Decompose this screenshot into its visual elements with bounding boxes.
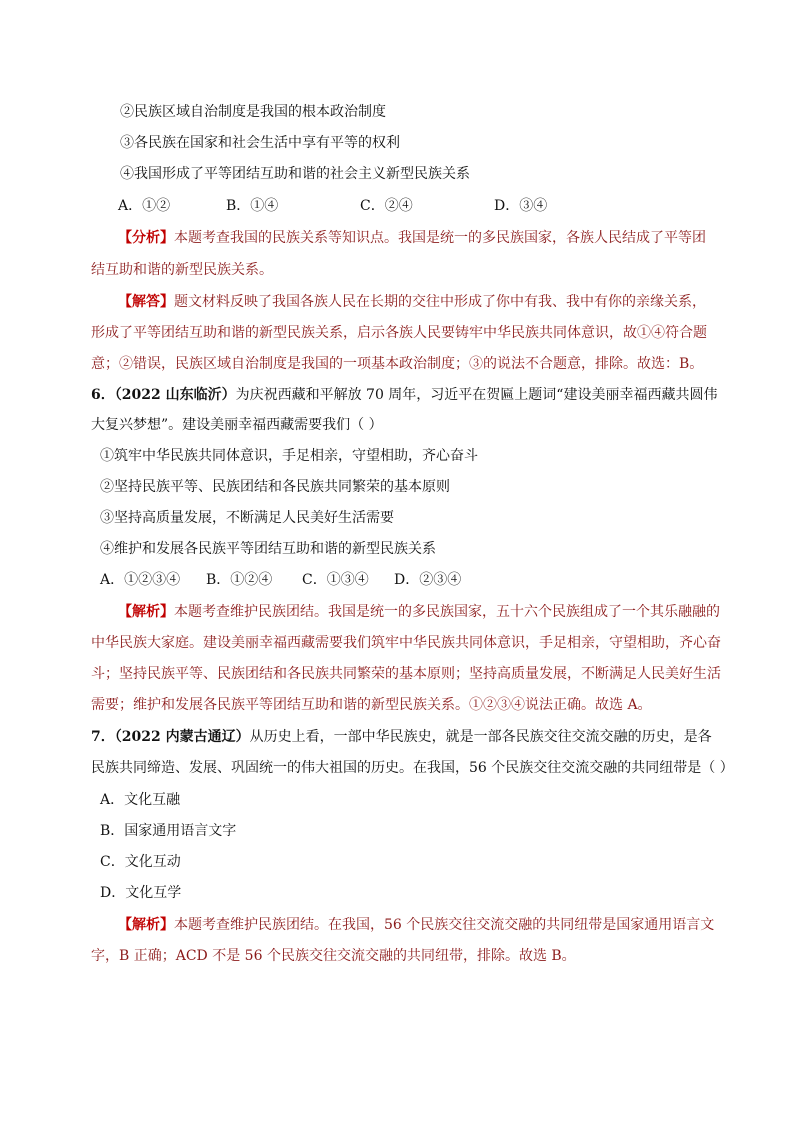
- q5-options: [118, 196, 547, 216]
- q5-option-d: D．③④: [494, 198, 548, 214]
- q7-source: （2022 内蒙古通辽）: [114, 729, 250, 745]
- q5-analysis-tag: 【分析】: [118, 230, 174, 246]
- q7-stem-line-2: 民族共同缔造、发展、巩固统一的伟大祖国的历史。在我国，56 个民族交往交流交融的共同纽带是（ ）: [91, 760, 734, 776]
- q6-option-c: C．①③④: [302, 572, 369, 588]
- q5-option-b: B．①④: [226, 198, 279, 214]
- q5-statement-3: ③各民族在国家和社会生活中享有平等的权利: [120, 135, 400, 151]
- q7-option-c: C．文化互动: [100, 854, 181, 870]
- q6-statement-4: ④维护和发展各民族平等团结互助和谐的新型民族关系: [100, 541, 436, 557]
- q7-option-d: D．文化互学: [100, 885, 182, 901]
- q5-statement-4: ④我国形成了平等团结互助和谐的社会主义新型民族关系: [120, 166, 470, 182]
- q5-statement-2: ②民族区域自治制度是我国的根本政治制度: [120, 104, 386, 120]
- q6-option-b: B．①②④: [206, 572, 273, 588]
- q6-option-a: A．①②③④: [100, 572, 181, 588]
- q6-analysis-line-3: 斗；坚持民族平等、民族团结和各民族共同繁荣的基本原则；坚持高质量发展，不断满足人民美好生活: [91, 666, 721, 682]
- q5-option-a: A．①②: [118, 198, 171, 214]
- q7-analysis-line-1: 【解析】本题考查维护民族团结。在我国，56 个民族交往交流交融的共同纽带是国家通用语言文: [118, 917, 715, 933]
- q7-option-a: A．文化互融: [100, 792, 181, 808]
- q6-analysis-line-4: 需要；维护和发展各民族平等团结互助和谐的新型民族关系。①②③④说法正确。故选 A。: [91, 697, 652, 713]
- q7-option-b: B．国家通用语言文字: [100, 823, 237, 839]
- q7-stem-line-1: 7．（2022 内蒙古通辽）从历史上看，一部中华民族史，就是一部各民族交往交流交融的历史，是各: [91, 729, 712, 745]
- q5-analysis-line-1: 【分析】本题考查我国的民族关系等知识点。我国是统一的多民族国家，各族人民结成了平等团: [118, 230, 706, 246]
- q6-statement-2: ②坚持民族平等、民族团结和各民族共同繁荣的基本原则: [100, 479, 450, 495]
- q6-number: 6．: [91, 387, 115, 403]
- q6-statement-1: ①筑牢中华民族共同体意识，手足相亲，守望相助，齐心奋斗: [100, 448, 478, 464]
- q6-analysis-line-2: 中华民族大家庭。建设美丽幸福西藏需要我们筑牢中华民族共同体意识，手足相亲，守望相助，齐心奋: [91, 635, 721, 651]
- q6-statement-3: ③坚持高质量发展，不断满足人民美好生活需要: [100, 510, 394, 526]
- q6-stem-line-1: 6．（2022 山东临沂）为庆祝西藏和平解放 70 周年，习近平在贺匾上题词“建设美丽幸福西藏共圆伟: [91, 387, 718, 403]
- q5-option-c: C．②④: [360, 198, 413, 214]
- q5-answer-tag: 【解答】: [118, 294, 174, 310]
- q5-analysis-line-2: 结互助和谐的新型民族关系。: [91, 262, 273, 278]
- q5-answer-line-1: 【解答】题文材料反映了我国各族人民在长期的交往中形成了你中有我、我中有你的亲缘关系，: [118, 294, 706, 310]
- q6-source: （2022 山东临沂）: [114, 387, 236, 403]
- q6-analysis-tag: 【解析】: [118, 604, 174, 620]
- q5-answer-line-2: 形成了平等团结互助和谐的新型民族关系，启示各族人民要铸牢中华民族共同体意识，故①④符合题: [91, 325, 707, 341]
- q5-answer-line-3: 意；②错误，民族区域自治制度是我国的一项基本政治制度；③的说法不合题意，排除。故选：B。: [91, 356, 704, 372]
- q7-analysis-tag: 【解析】: [118, 917, 174, 933]
- q6-options: [100, 570, 461, 590]
- q7-analysis-line-2: 字，B 正确；ACD 不是 56 个民族交往交流交融的共同纽带，排除。故选 B。: [91, 948, 576, 964]
- q6-stem-line-2: 大复兴梦想”。建设美丽幸福西藏需要我们（ ）: [91, 417, 383, 433]
- q7-number: 7．: [91, 729, 115, 745]
- q6-option-d: D．②③④: [394, 572, 462, 588]
- q6-analysis-line-1: 【解析】本题考查维护民族团结。我国是统一的多民族国家，五十六个民族组成了一个其乐融融的: [118, 604, 720, 620]
